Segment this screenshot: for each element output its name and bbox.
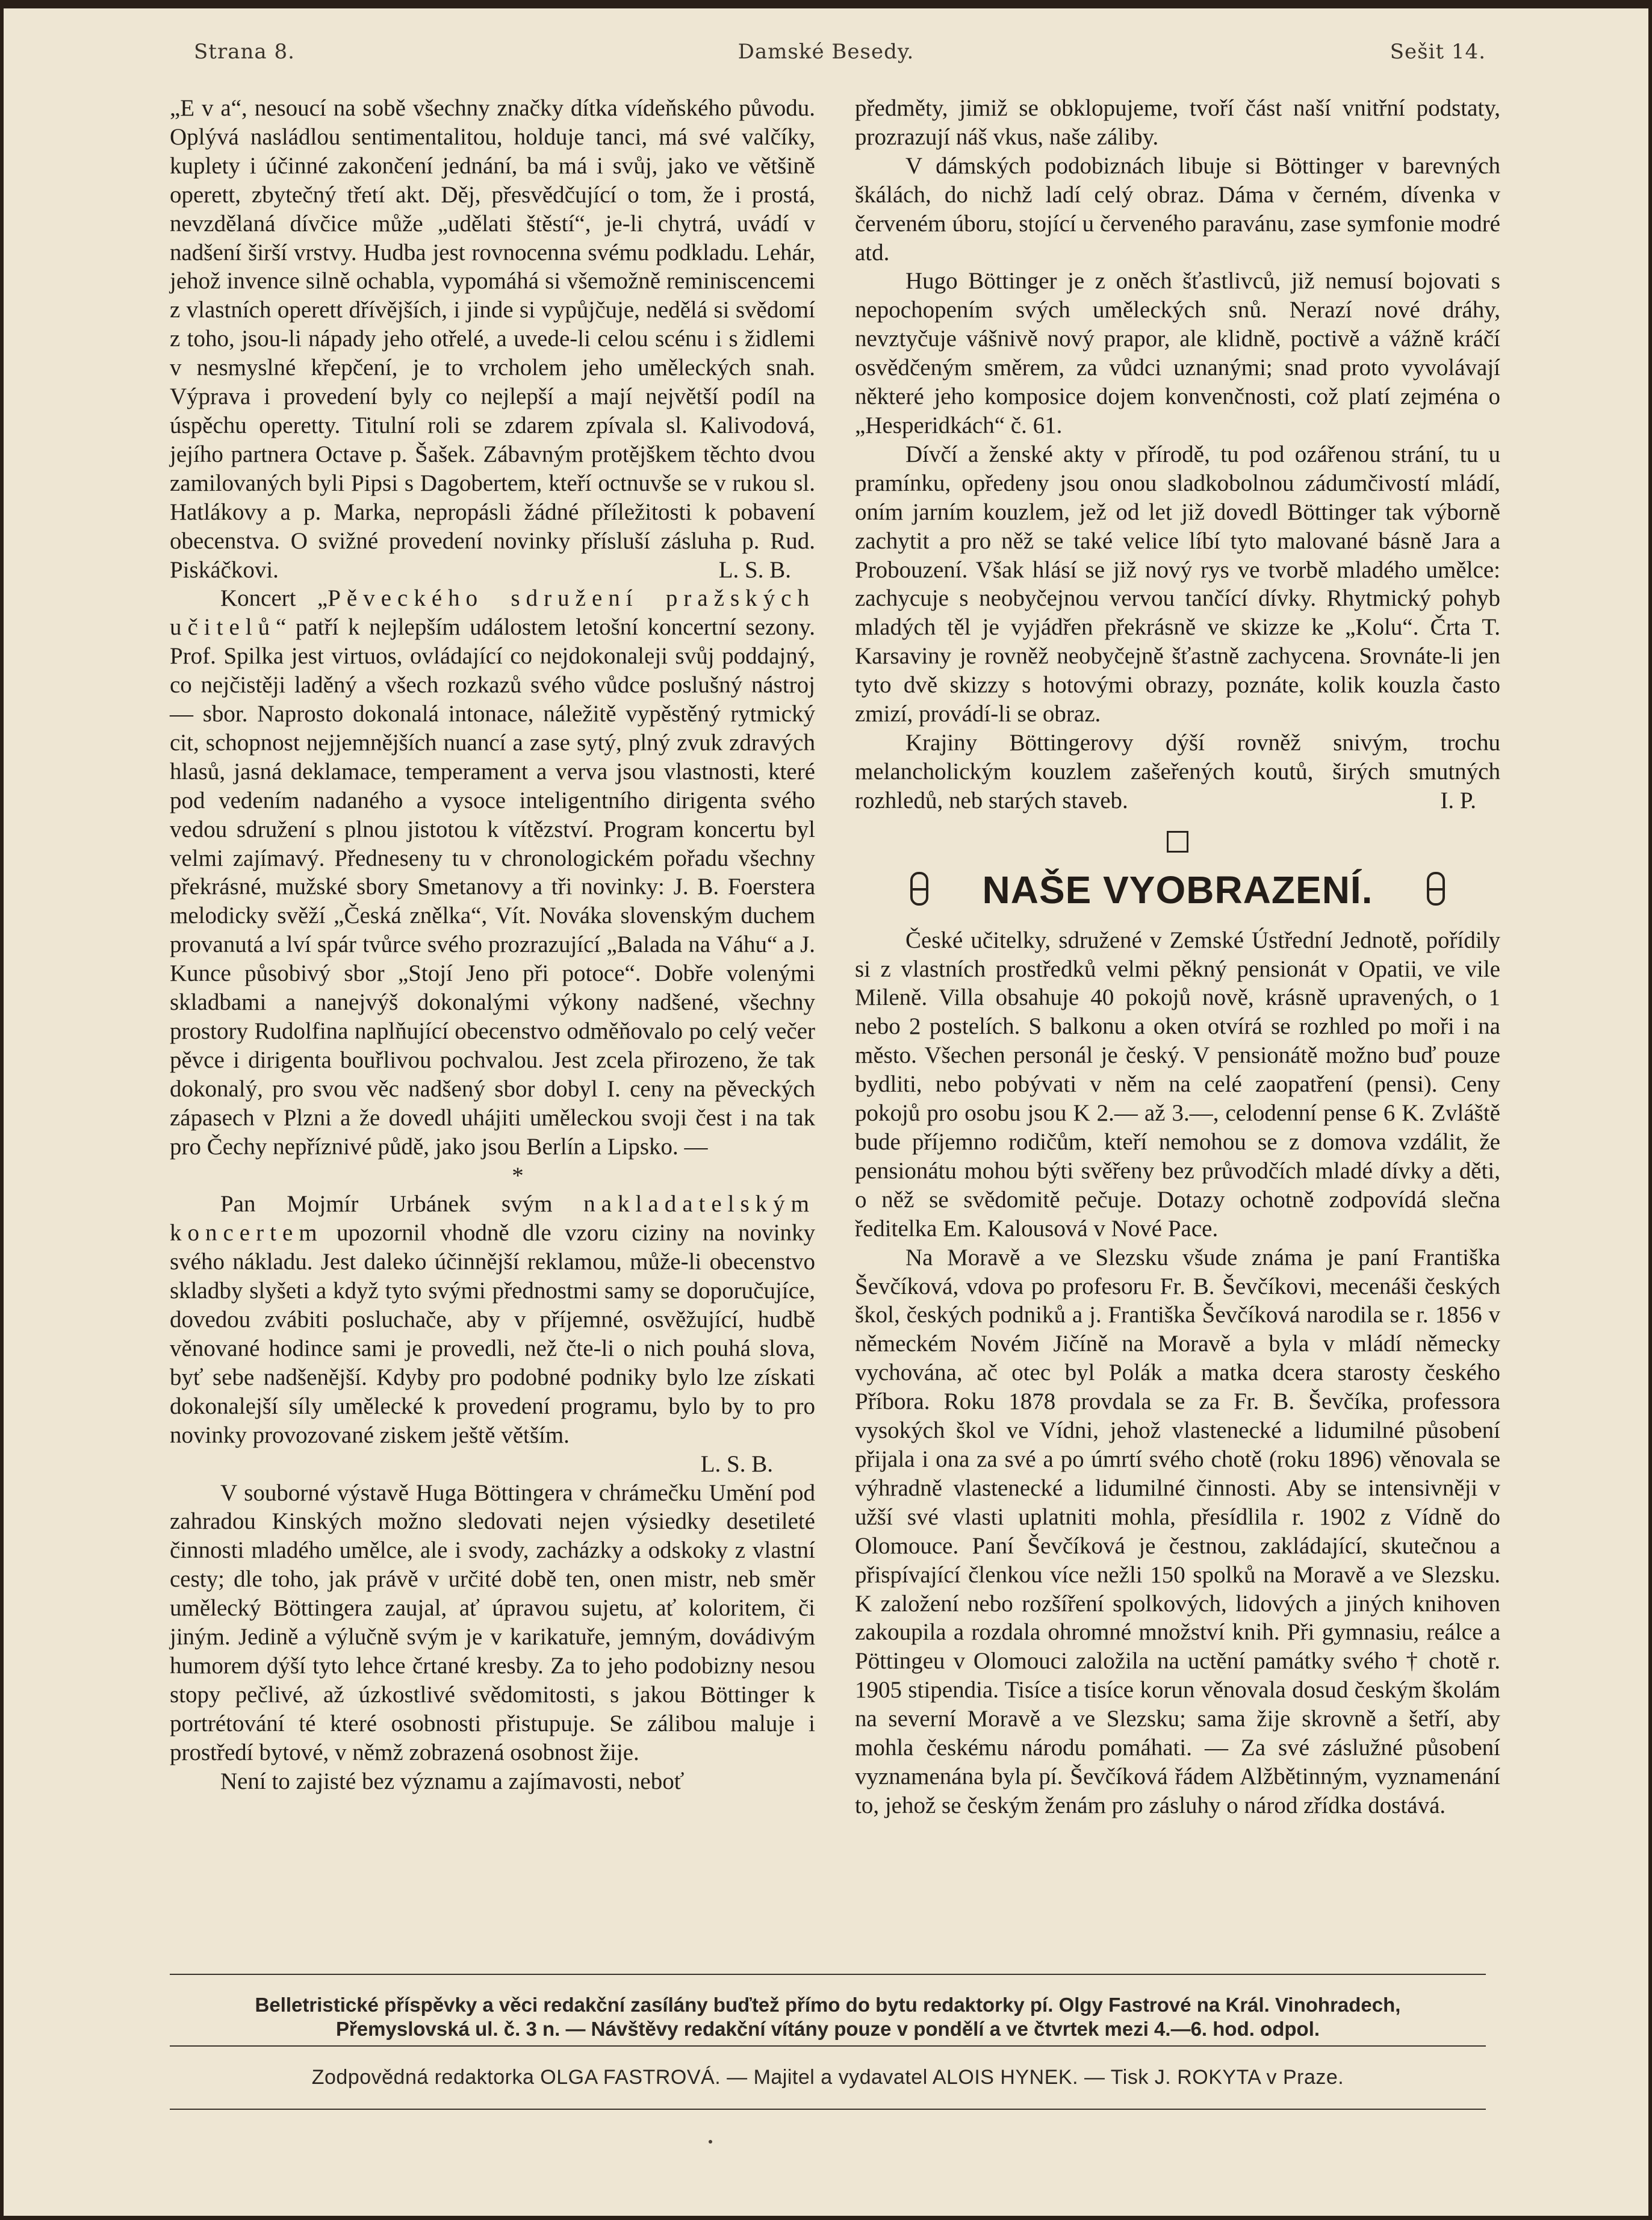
magazine-title: Damské Besedy.: [738, 40, 914, 64]
bottinger-paragraph-3: Hugo Böttinger je z oněch šťastlivců, již nemusí bojovati s nepochopením svých uměleckých snů. Nerazí nové dráhy, nevztyčuje vášnivě nový prapor, ale klidně, poctivě a vážně kráčí osvědčeným směrem, za vůdci uznanými; snad proto vyvolávají některé jeho komposice dojem konvenčnosti, což platí zejména o „Hesperidkách“ č. 61.: [855, 268, 1500, 438]
right-ornament-icon: [1427, 872, 1445, 906]
issue-number: Sešit 14.: [1390, 40, 1486, 64]
section-heading: [855, 867, 1500, 913]
bottinger-signature: I. P.: [1440, 787, 1476, 813]
choir-concert-review: Koncert „Pěveckého sdružení pražských učitelů“ patří k nejlepším událostem letošní koncertní sezony. Prof. Spilka jest virtuos, ovládající co nejdokonaleji svůj poddajný, co nejčistěji laděný a všech rozkazů svého vůdce poslušný nástroj — sbor. Naprosto dokonalá intonace, náležitě vypěstěný rytmický cit, schopnost nejjemnějších nuancí a zase sytý, plný zvuk zdravých hlasů, jasná deklamace, temperament a verva jsou vlastnosti, které pod vedením nadaného a vysoce inteligentního dirigenta svého vedou sdružení s plnou jistotou k vítězství. Program koncertu byl velmi zajímavý. Předneseny tu v chronologickém pořadu všechny překrásné, mužské sbory Smetanovy a tři novinky: J. B. Foerstera melodicky svěží „Česká znělka“, Vít. Nováka slovenským duchem provanutá a lví spár tvůrce svého prozrazující „Balada na Váhu“ a J. Kunce působivý sbor „Stojí Jeno při potoce“. Dobře volenými skladbami a nanejvýš dokonalými výkony nadšené, všechny prostory Rudolfina naplňující obecenstvo odměňovalo po celý večer pěvce i dirigenta bouřlivou pochvalou. Jest zcela přirozeno, že tak dokonalý, pro svou věc nadšený sbor dobyl I. ceny na pěveckých zápasech v Plzni a že dovedl uhájiti uměleckou svoji čest i na tak pro Čechy nepříznivé půdě, jako jsou Berlín a Lipsko. —: [170, 585, 815, 1160]
footer-rule-middle: [170, 2045, 1486, 2047]
running-head: [4, 40, 1648, 76]
left-ornament-icon: [910, 872, 928, 906]
imprint-line: Zodpovědná redaktorka OLGA FASTROVÁ. — Majitel a vydavatel ALOIS HYNEK. — Tisk J. ROKYTA v Praze.: [311, 2066, 1344, 2089]
left-column: [170, 94, 815, 1796]
footer-rule-bottom: [170, 2109, 1486, 2110]
urbanek-review-signature: L. S. B.: [700, 1450, 773, 1477]
bottinger-paragraph-1: předměty, jimiž se obklopujeme, tvoří část naší vnitřní podstaty, prozrazují náš vkus, naše záliby.: [855, 95, 1500, 150]
square-ornament-icon: [1167, 831, 1188, 853]
right-column: [855, 94, 1500, 1820]
footer-rule-top: [170, 1974, 1486, 1975]
publisher-concert-term: nakladatelským koncertem: [170, 1191, 815, 1246]
section-title: NAŠE VYOBRAZENÍ.: [982, 868, 1373, 912]
section-separator: *: [512, 1162, 524, 1189]
magazine-page: [4, 8, 1648, 2216]
bottinger-paragraph-2: V dámských podobiznách libuje si Böttinger v barevných škálách, do nichž ladí celý obraz. Dáma v černém, dívenka v červeném úboru, stojící u červeného paravánu, zase symfonie modré atd.: [855, 152, 1500, 266]
bottinger-paragraph-4: Dívčí a ženské akty v přírodě, tu pod ozářenou strání, tu u pramínku, opředeny jsou onou sladkobolnou zádumčivostí mládí, oním jarním kouzlem, jež od let již dovedl Böttinger tak výborně zachytit a pro něž se také velice líbí tyto malované básně Jara a Probouzení. Však hlásí se již nový rys ve tvorbě mladého umělce: zachycuje s neobyčejnou vervou tančící dívky. Rhytmický pohyb mladých těl je vyjádřen překrásně ve skizze ke „Kolu“. Črta T. Karsaviny je rovněž neobyčejně šťastně zachycena. Srovnáte-li jen tyto dvě skizzy s hotovými obrazy, poznáte, kolik kouzla často zmizí, provádí-li se obraz.: [855, 441, 1500, 727]
square-ornament: [855, 831, 1500, 859]
eva-review: „E v a“, nesoucí na sobě všechny značky dítka vídeňského původu. Oplývá nasládlou sentimentalitou, holduje tanci, má své valčíky, kuplety i účinné zakončení jednání, ba má i svůj, jako ve většině operett, zbytečný třetí akt. Děj, přesvědčující o tom, že i prostá, nevzdělaná dívčice může „udělati štěstí“, je-li chytrá, uvádí v nadšení širší vrstvy. Hudba jest rovnocenna svému podkladu. Lehár, jehož invence silně ochabla, vypomáhá si všemožně reminiscencemi z vlastních operett dřívějších, i jinde si vypůjčuje, nedělá si svědomí z toho, jsou-li nápady jeho otřelé, a uvede-li celou scénu i s židlemi v nesmyslné křepčení, je to vrcholem jeho uměleckých snah. Výprava i provedení byly co nejlepší a mají největší podíl na úspěchu operetty. Titulní roli se zdarem zpívala sl. Kalivodová, jejího partnera Octave p. Šašek. Zábavným protějškem těchto dvou zamilovaných byli Pipsi s Dagobertem, kteří octnuvše se v rukou sl. Hatlákovy a p. Marka, nepropásli žádné příležitosti k pobavení obecenstva. O svižné provedení novinky přísluší zásluha p. Rud. Piskáčkovi. L. S. B.: [170, 94, 815, 584]
editorial-notice: Belletristické příspěvky a věci redakční zasílány buďtež přímo do bytu redaktorky pí. Olgy Fastrové na Král. Vinohradech, Přemyslovská ul. č. 3 n. — Návštěvy redakční vítány pouze v pondělí a ve čtvrtek mezi 4.—6. hod. odpol.: [255, 1994, 1401, 2040]
choir-name: Pěveckého sdružení pražských učitelů: [170, 585, 815, 641]
teachers-pension-paragraph: České učitelky, sdružené v Zemské Ústřední Jednotě, pořídily si z vlastních prostředků velmi pěkný pensionát v Opatii, ve vile Mileně. Villa obsahuje 40 pokojů nově, krásně upravených, o 1 nebo 2 postelích. S balkonu a oken otvírá se rozhled po moři i na město. Všechen personál je český. V pensionátě možno buď pouze bydliti, nebo pobývati v něm na celé zaopatření (pensi). Ceny pokojů pro osobu jsou K 2.— až 3.—, celodenní pense 6 K. Zvláště bude příjemno rodičům, kteří nemohou se z domova vzdálit, že pensionátu mohou býti svěřeny bez průvodčích mladé dívky a děti, o něž se svědomitě pečuje. Dotazy ochotně zodpovídá slečna ředitelka Em. Kalousová v Nové Pace.: [855, 927, 1500, 1242]
bottinger-paragraph-5: Krajiny Böttingerovy dýší rovněž snivým, trochu melancholickým kouzlem zašeřených koutů, širých smutných rozhledů, neb starých staveb. I. P.: [855, 729, 1500, 815]
bottinger-exhibition-start: V souborné výstavě Huga Böttingera v chrámečku Umění pod zahradou Kinských možno sledovati nejen výsiedky desetileté činnosti mladého umělce, ale i svody, zacházky a odskoky z vlastní cesty; dle toho, jak právě v určité době ten, onen mistr, neb směr umělecký Böttingera zaujal, ať úpravou sujetu, ať koloritem, či jiným. Jedině a výlučně svým je v karikatuře, jemným, dovádivým humorem dýší tyto lehce črtané kresby. Za to jeho podobizny nesou stopy pečlivé, až úzkostlivé svědomitosti, s jakou Böttinger k portrétování té které osobnosti přistupuje. Se zálibou maluje i prostředí bytové, v němž zobrazená osobnost žije.: [170, 1479, 815, 1765]
sevcikova-paragraph: Na Moravě a ve Slezsku všude známa je paní Františka Ševčíková, vdova po profesoru Fr. B. Ševčíkovi, mecenáši českých škol, českých podniků a j. Františka Ševčíková narodila se r. 1856 v německém Novém Jičíně na Moravě a byla v mládí německy vychována, ač otec byl Polák a matka dcera starosty českého Příbora. Roku 1878 provdala se za Fr. B. Ševčíka, professora vysokých škol ve Vídni, jehož vlastenecké a lidumilné působení přijala i ona za své a po úmrtí svého chotě (roku 1896) věnovala se výhradně vlastenecké a lidumilné činnosti. Aby se intensivněji v užší své vlasti uplatniti mohla, přesídlila r. 1902 z Vídně do Olomouce. Paní Ševčíková je čestnou, zakládající, skutečnou a přispívající členkou více nežli 150 spolků na Moravě a ve Slezsku. K založení nebo rozšíření spolkových, lidových a jiných knihoven zakoupila a rozdala ohromné množství knih. Při gymnasiu, reálce a Pöttingeu v Olomouci založila na uctění památky svého † chotě r. 1905 stipendia. Tisíce a tisíce korun věnovala dosud českým školám na severní Moravě a ve Slezsku; sama žije skrovně a šetří, aby mohla českému národu pomáhati. — Za své záslužné působení vyznamenána byla pí. Ševčíková řádem Alžbětinným, vyznamenání to, jehož se českým ženám pro zásluhy o národ zřídka dostává.: [855, 1244, 1500, 1818]
bottinger-exhibition-continued: Není to zajisté bez významu a zajímavosti, neboť: [220, 1768, 685, 1794]
page-dot: [709, 2140, 712, 2144]
urbanek-review: Pan Mojmír Urbánek svým nakladatelským koncertem upozornil vhodně dle vzoru ciziny na novinky svého nákladu. Jest daleko účinnější reklamou, může-li obecenstvo skladby slyšeti a když tyto svými přednostmi samy se doporučujíce, dovedou zvábiti posluchače, aby v příjemné, osvěžující, hudbě věnované hodince sami je provedli, než čte-li o nich pouhá slova, byť sebe nadšenější. Kdyby pro podobné podniky bylo lze získati dokonalejší síly umělecké k provedení programu, bylo by to pro novinky provozované ziskem ještě větším.: [170, 1191, 815, 1448]
eva-review-signature: L. S. B.: [718, 556, 791, 583]
page-number: Strana 8.: [194, 40, 295, 64]
